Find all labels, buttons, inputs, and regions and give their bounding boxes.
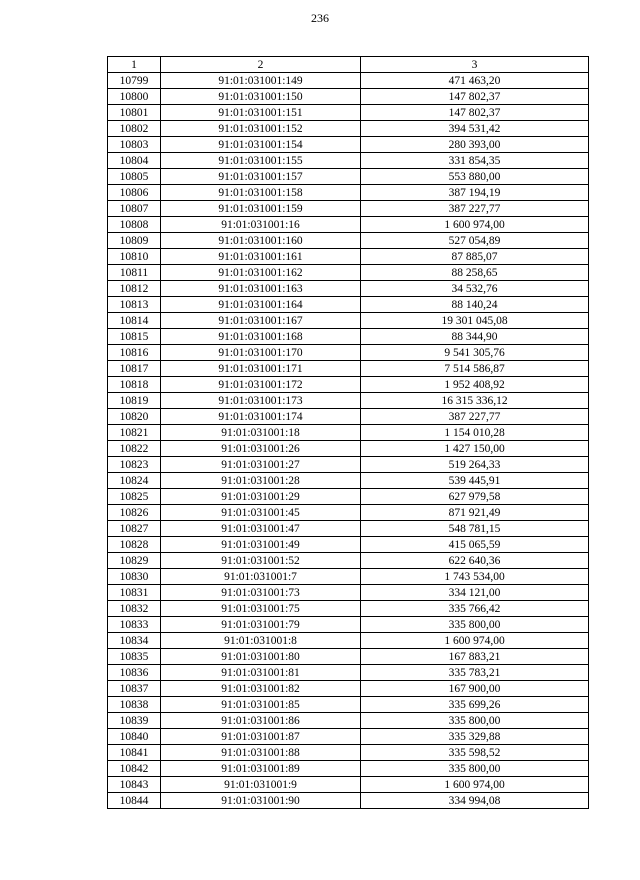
row-index-cell: 10802 (108, 121, 161, 137)
value-cell: 280 393,00 (361, 137, 589, 153)
cadastral-number-cell: 91:01:031001:157 (161, 169, 361, 185)
value-cell: 415 065,59 (361, 537, 589, 553)
value-cell: 335 783,21 (361, 665, 589, 681)
cadastral-number-cell: 91:01:031001:75 (161, 601, 361, 617)
table-row (108, 761, 589, 777)
row-index-cell: 10805 (108, 169, 161, 185)
value-cell: 335 329,88 (361, 729, 589, 745)
row-index-cell: 10817 (108, 361, 161, 377)
table-row (108, 153, 589, 169)
table-row (108, 729, 589, 745)
table-row (108, 169, 589, 185)
cadastral-number-cell: 91:01:031001:159 (161, 201, 361, 217)
value-cell: 527 054,89 (361, 233, 589, 249)
table-row (108, 313, 589, 329)
cadastral-number-cell: 91:01:031001:170 (161, 345, 361, 361)
cadastral-number-cell: 91:01:031001:167 (161, 313, 361, 329)
table-row (108, 185, 589, 201)
cadastral-number-cell: 91:01:031001:150 (161, 89, 361, 105)
table-row (108, 473, 589, 489)
value-cell: 9 541 305,76 (361, 345, 589, 361)
table-row (108, 601, 589, 617)
table-row (108, 393, 589, 409)
value-cell: 335 699,26 (361, 697, 589, 713)
table-row (108, 377, 589, 393)
cadastral-number-cell: 91:01:031001:86 (161, 713, 361, 729)
table-row (108, 553, 589, 569)
table-row (108, 681, 589, 697)
row-index-cell: 10813 (108, 297, 161, 313)
table-row (108, 361, 589, 377)
cadastral-number-cell: 91:01:031001:154 (161, 137, 361, 153)
row-index-cell: 10826 (108, 505, 161, 521)
table-row (108, 201, 589, 217)
cadastral-number-cell: 91:01:031001:85 (161, 697, 361, 713)
cadastral-number-cell: 91:01:031001:168 (161, 329, 361, 345)
table-row (108, 521, 589, 537)
cadastral-number-cell: 91:01:031001:87 (161, 729, 361, 745)
value-cell: 1 952 408,92 (361, 377, 589, 393)
cadastral-number-cell: 91:01:031001:172 (161, 377, 361, 393)
row-index-cell: 10814 (108, 313, 161, 329)
table-row (108, 793, 589, 809)
row-index-cell: 10834 (108, 633, 161, 649)
value-cell: 147 802,37 (361, 89, 589, 105)
cadastral-number-cell: 91:01:031001:18 (161, 425, 361, 441)
row-index-cell: 10821 (108, 425, 161, 441)
table-row (108, 73, 589, 89)
value-cell: 147 802,37 (361, 105, 589, 121)
cadastral-number-cell: 91:01:031001:26 (161, 441, 361, 457)
row-index-cell: 10803 (108, 137, 161, 153)
row-index-cell: 10835 (108, 649, 161, 665)
row-index-cell: 10819 (108, 393, 161, 409)
table-row (108, 489, 589, 505)
cadastral-number-cell: 91:01:031001:174 (161, 409, 361, 425)
cadastral-number-cell: 91:01:031001:88 (161, 745, 361, 761)
cadastral-number-cell: 91:01:031001:49 (161, 537, 361, 553)
row-index-cell: 10824 (108, 473, 161, 489)
value-cell: 871 921,49 (361, 505, 589, 521)
cadastral-number-cell: 91:01:031001:162 (161, 265, 361, 281)
table-body (108, 73, 589, 809)
cadastral-number-cell: 91:01:031001:29 (161, 489, 361, 505)
table-row (108, 665, 589, 681)
table-row (108, 569, 589, 585)
value-cell: 331 854,35 (361, 153, 589, 169)
table-row (108, 105, 589, 121)
cadastral-number-cell: 91:01:031001:90 (161, 793, 361, 809)
value-cell: 7 514 586,87 (361, 361, 589, 377)
cadastral-number-cell: 91:01:031001:27 (161, 457, 361, 473)
cadastral-number-cell: 91:01:031001:155 (161, 153, 361, 169)
table-row (108, 713, 589, 729)
row-index-cell: 10800 (108, 89, 161, 105)
cadastral-number-cell: 91:01:031001:45 (161, 505, 361, 521)
value-cell: 1 743 534,00 (361, 569, 589, 585)
row-index-cell: 10837 (108, 681, 161, 697)
row-index-cell: 10807 (108, 201, 161, 217)
row-index-cell: 10841 (108, 745, 161, 761)
value-cell: 1 600 974,00 (361, 633, 589, 649)
cadastral-value-table (107, 56, 589, 809)
row-index-cell: 10818 (108, 377, 161, 393)
table-row (108, 89, 589, 105)
value-cell: 167 883,21 (361, 649, 589, 665)
row-index-cell: 10809 (108, 233, 161, 249)
value-cell: 1 154 010,28 (361, 425, 589, 441)
row-index-cell: 10842 (108, 761, 161, 777)
cadastral-number-cell: 91:01:031001:82 (161, 681, 361, 697)
value-cell: 335 598,52 (361, 745, 589, 761)
row-index-cell: 10823 (108, 457, 161, 473)
table-row (108, 249, 589, 265)
cadastral-number-cell: 91:01:031001:16 (161, 217, 361, 233)
table-row (108, 745, 589, 761)
row-index-cell: 10816 (108, 345, 161, 361)
row-index-cell: 10804 (108, 153, 161, 169)
table-row (108, 537, 589, 553)
value-cell: 167 900,00 (361, 681, 589, 697)
table-row (108, 345, 589, 361)
table-header-row (108, 57, 589, 73)
value-cell: 627 979,58 (361, 489, 589, 505)
table-row (108, 409, 589, 425)
cadastral-number-cell: 91:01:031001:73 (161, 585, 361, 601)
row-index-cell: 10801 (108, 105, 161, 121)
table-row (108, 441, 589, 457)
table-row (108, 137, 589, 153)
value-cell: 539 445,91 (361, 473, 589, 489)
row-index-cell: 10811 (108, 265, 161, 281)
row-index-cell: 10843 (108, 777, 161, 793)
value-cell: 335 766,42 (361, 601, 589, 617)
table-row (108, 329, 589, 345)
cadastral-number-cell: 91:01:031001:149 (161, 73, 361, 89)
row-index-cell: 10840 (108, 729, 161, 745)
value-cell: 553 880,00 (361, 169, 589, 185)
row-index-cell: 10827 (108, 521, 161, 537)
table-row (108, 585, 589, 601)
value-cell: 387 227,77 (361, 201, 589, 217)
value-cell: 1 427 150,00 (361, 441, 589, 457)
cadastral-number-cell: 91:01:031001:28 (161, 473, 361, 489)
row-index-cell: 10810 (108, 249, 161, 265)
table-row (108, 777, 589, 793)
cadastral-number-cell: 91:01:031001:160 (161, 233, 361, 249)
table-row (108, 649, 589, 665)
cadastral-number-cell: 91:01:031001:52 (161, 553, 361, 569)
cadastral-number-cell: 91:01:031001:161 (161, 249, 361, 265)
row-index-cell: 10836 (108, 665, 161, 681)
cadastral-number-cell: 91:01:031001:80 (161, 649, 361, 665)
value-cell: 335 800,00 (361, 617, 589, 633)
cadastral-number-cell: 91:01:031001:7 (161, 569, 361, 585)
table-row (108, 425, 589, 441)
value-cell: 334 121,00 (361, 585, 589, 601)
value-cell: 394 531,42 (361, 121, 589, 137)
cadastral-number-cell: 91:01:031001:158 (161, 185, 361, 201)
row-index-cell: 10820 (108, 409, 161, 425)
table-row (108, 121, 589, 137)
table-row (108, 265, 589, 281)
cadastral-number-cell: 91:01:031001:164 (161, 297, 361, 313)
value-cell: 387 227,77 (361, 409, 589, 425)
value-cell: 335 800,00 (361, 761, 589, 777)
page-number: 236 (311, 11, 329, 25)
value-cell: 19 301 045,08 (361, 313, 589, 329)
cadastral-number-cell: 91:01:031001:81 (161, 665, 361, 681)
cadastral-number-cell: 91:01:031001:47 (161, 521, 361, 537)
row-index-cell: 10829 (108, 553, 161, 569)
cadastral-number-cell: 91:01:031001:171 (161, 361, 361, 377)
table-row (108, 505, 589, 521)
row-index-cell: 10838 (108, 697, 161, 713)
table-row (108, 297, 589, 313)
value-cell: 1 600 974,00 (361, 217, 589, 233)
cadastral-number-cell: 91:01:031001:163 (161, 281, 361, 297)
table-row (108, 633, 589, 649)
cadastral-number-cell: 91:01:031001:79 (161, 617, 361, 633)
row-index-cell: 10832 (108, 601, 161, 617)
value-cell: 519 264,33 (361, 457, 589, 473)
row-index-cell: 10833 (108, 617, 161, 633)
table-row (108, 697, 589, 713)
value-cell: 1 600 974,00 (361, 777, 589, 793)
value-cell: 88 344,90 (361, 329, 589, 345)
row-index-cell: 10822 (108, 441, 161, 457)
table-row (108, 617, 589, 633)
value-cell: 87 885,07 (361, 249, 589, 265)
value-cell: 387 194,19 (361, 185, 589, 201)
cadastral-number-cell: 91:01:031001:173 (161, 393, 361, 409)
row-index-cell: 10799 (108, 73, 161, 89)
column-header-cadastral-number: 2 (161, 57, 361, 73)
value-cell: 88 140,24 (361, 297, 589, 313)
value-cell: 88 258,65 (361, 265, 589, 281)
column-header-index: 1 (108, 57, 161, 73)
row-index-cell: 10806 (108, 185, 161, 201)
value-cell: 335 800,00 (361, 713, 589, 729)
cadastral-number-cell: 91:01:031001:9 (161, 777, 361, 793)
cadastral-number-cell: 91:01:031001:151 (161, 105, 361, 121)
row-index-cell: 10812 (108, 281, 161, 297)
value-cell: 334 994,08 (361, 793, 589, 809)
cadastral-number-cell: 91:01:031001:152 (161, 121, 361, 137)
table-row (108, 281, 589, 297)
row-index-cell: 10844 (108, 793, 161, 809)
value-cell: 34 532,76 (361, 281, 589, 297)
row-index-cell: 10815 (108, 329, 161, 345)
row-index-cell: 10828 (108, 537, 161, 553)
column-header-value: 3 (361, 57, 589, 73)
table-row (108, 233, 589, 249)
cadastral-number-cell: 91:01:031001:89 (161, 761, 361, 777)
value-cell: 16 315 336,12 (361, 393, 589, 409)
value-cell: 471 463,20 (361, 73, 589, 89)
row-index-cell: 10808 (108, 217, 161, 233)
table-row (108, 217, 589, 233)
value-cell: 622 640,36 (361, 553, 589, 569)
cadastral-number-cell: 91:01:031001:8 (161, 633, 361, 649)
table-row (108, 457, 589, 473)
row-index-cell: 10839 (108, 713, 161, 729)
row-index-cell: 10825 (108, 489, 161, 505)
row-index-cell: 10831 (108, 585, 161, 601)
value-cell: 548 781,15 (361, 521, 589, 537)
row-index-cell: 10830 (108, 569, 161, 585)
